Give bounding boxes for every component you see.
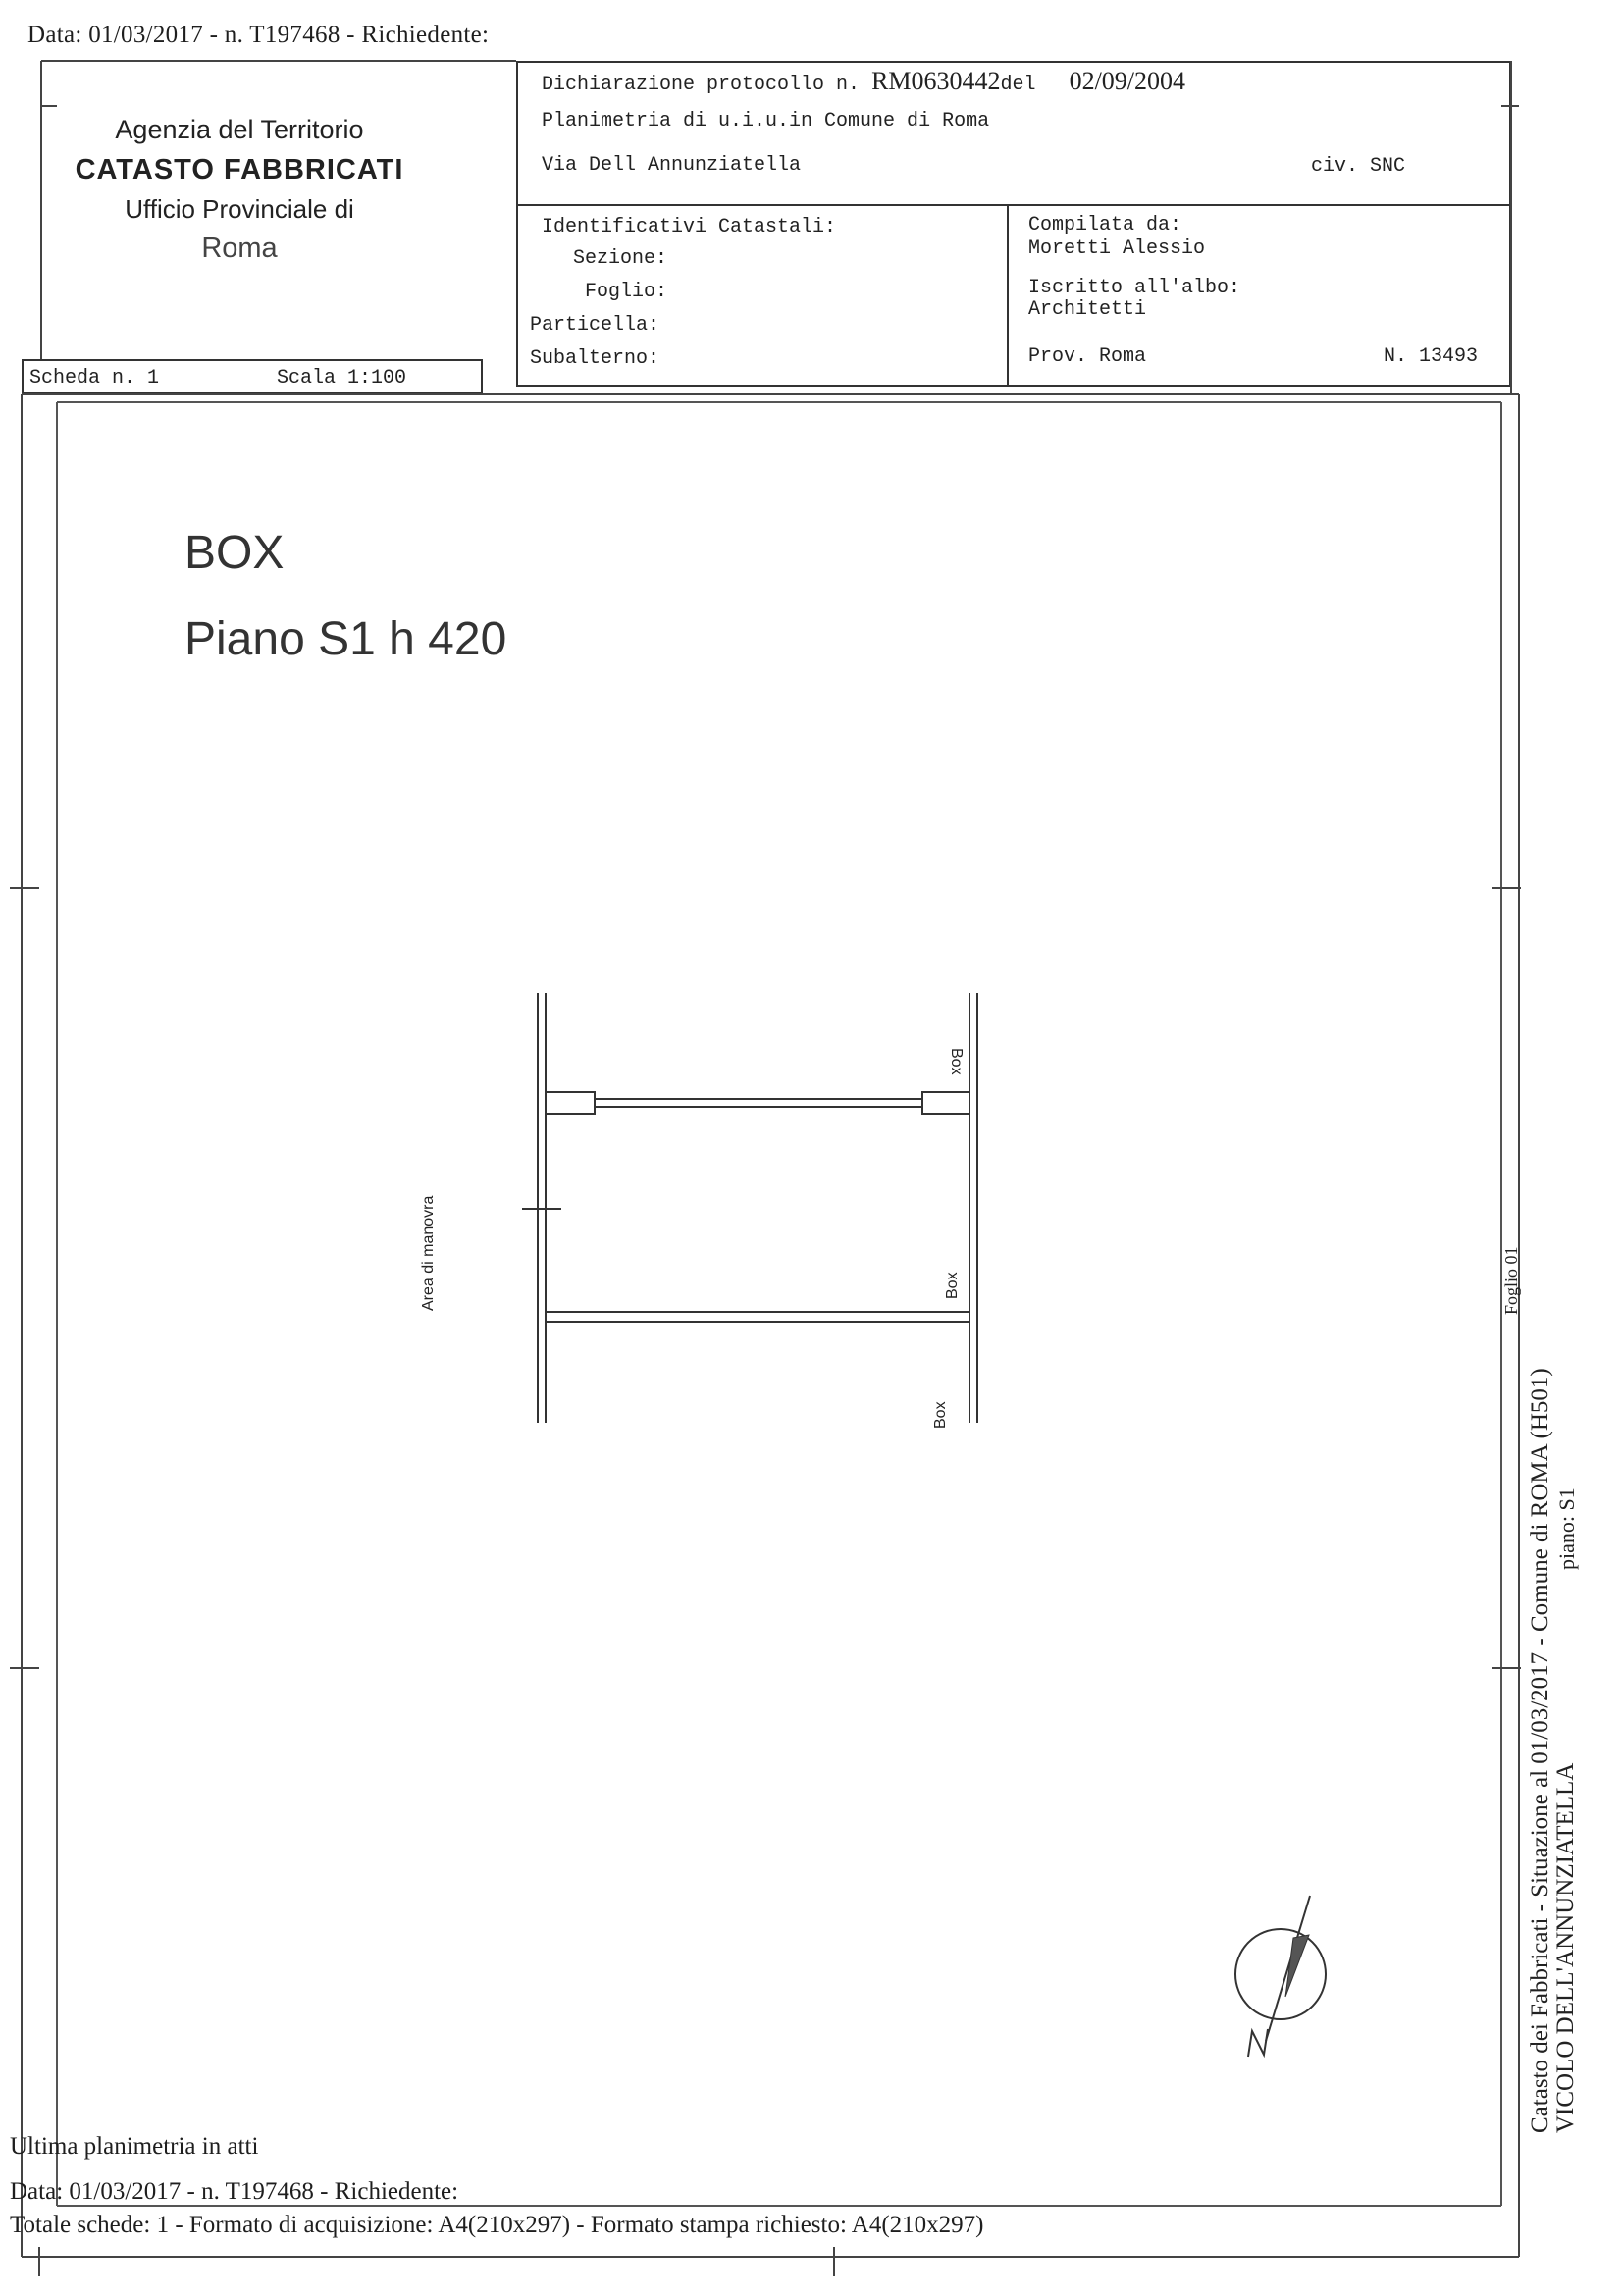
street-line: Via Dell Annunziatella [542, 154, 802, 177]
foglio-label: Foglio: [585, 281, 668, 303]
footer-data: Data: 01/03/2017 - n. T197468 - Richiedente: [10, 2178, 459, 2205]
box-label-upper: Box [948, 1048, 965, 1075]
protocol-date: 02/09/2004 [1069, 67, 1186, 95]
scale-label: Scala 1:100 [277, 367, 407, 390]
header-line: Data: 01/03/2017 - n. T197468 - Richiedente: [27, 22, 490, 48]
protocol-label: Dichiarazione protocollo n. [542, 74, 861, 96]
side-text-foglio: Foglio 01 [1501, 1246, 1521, 1315]
identifiers-title: Identificativi Catastali: [542, 216, 837, 238]
footer-totale: Totale schede: 1 - Formato di acquisizione: A4(210x297) - Formato stampa richiesto: A4(210x297) [10, 2212, 984, 2238]
floor-plan [522, 993, 977, 1423]
side-text-piano: piano: S1 [1554, 1487, 1579, 1570]
albo-value: Architetti [1028, 298, 1147, 321]
agency-city: Roma [201, 233, 278, 264]
planimetry-line: Planimetria di u.i.u.in Comune di Roma [542, 110, 990, 132]
agency-name: Agenzia del Territorio [115, 115, 364, 144]
box-label-lower: Box [932, 1401, 949, 1429]
box-label-middle: Box [944, 1272, 961, 1299]
footer-ultima: Ultima planimetria in atti [10, 2133, 259, 2160]
sezione-label: Sezione: [573, 247, 668, 270]
floor-label: Piano S1 h 420 [184, 613, 507, 665]
agency-department: CATASTO FABBRICATI [75, 154, 404, 185]
particella-label: Particella: [530, 314, 660, 337]
prov-label: Prov. Roma [1028, 345, 1147, 368]
area-label: Area di manovra [420, 1195, 437, 1311]
compiler-name: Moretti Alessio [1028, 237, 1206, 260]
compiler-label: Compilata da: [1028, 214, 1182, 236]
north-arrow-icon [1235, 1896, 1326, 2057]
drawing-title: BOX [184, 527, 285, 579]
albo-label: Iscritto all'albo: [1028, 277, 1241, 299]
side-text-street: VICOLO DELL'ANNUNZIATELLA [1552, 1762, 1579, 2133]
registration-number: N. 13493 [1384, 345, 1479, 368]
del-label: del [1000, 74, 1036, 96]
protocol-number: RM0630442 [871, 67, 1001, 95]
subalterno-label: Subalterno: [530, 347, 660, 370]
side-text-situation: Catasto dei Fabbricati - Situazione al 01/03/2017 - Comune di ROMA (H501) [1527, 1368, 1553, 2133]
agency-office: Ufficio Provinciale di [125, 194, 354, 224]
civic-number: civ. SNC [1311, 155, 1406, 178]
scheda-label: Scheda n. 1 [29, 367, 160, 390]
